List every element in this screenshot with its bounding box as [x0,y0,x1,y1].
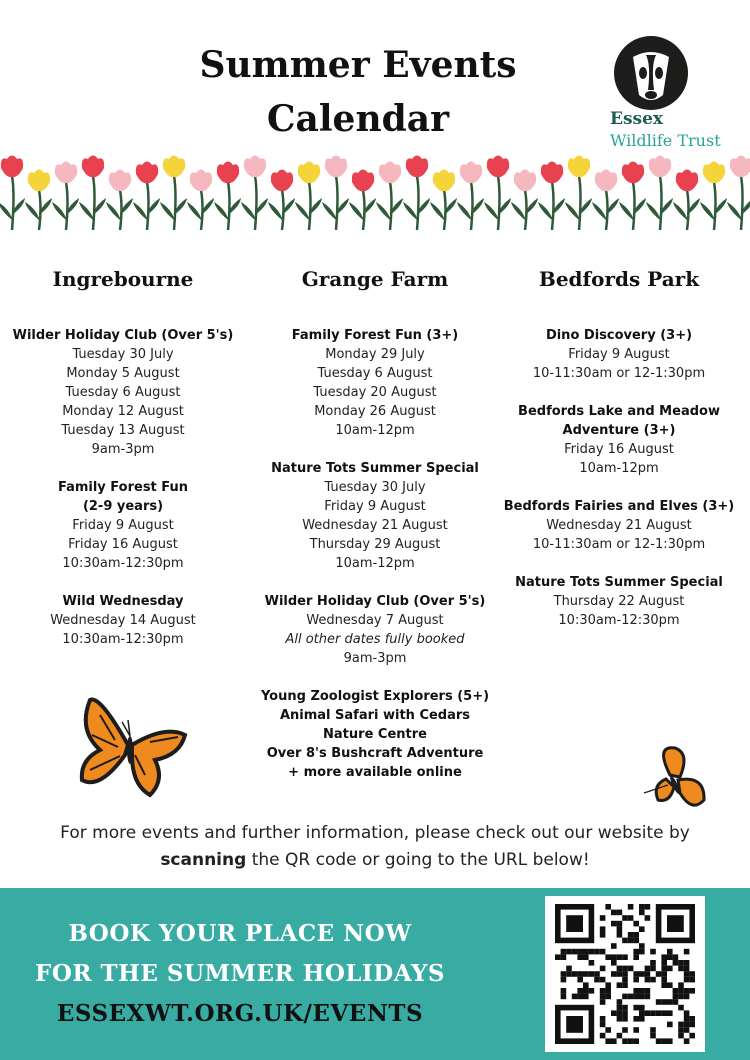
event-title: Adventure (3+) [562,423,676,438]
event-title: Nature Tots Summer Special [515,575,723,590]
event-block [500,573,738,630]
event-detail: 10am-12pm [335,423,415,438]
event-detail: 10:30am-12:30pm [558,613,680,628]
event-block [8,592,238,649]
event-detail: Friday 16 August [564,442,674,457]
title-line-1: Summer Events [199,44,517,86]
essex-wildlife-trust-logo[interactable] [608,35,738,155]
event-block [255,592,495,668]
butterfly-icon [70,690,190,800]
event-detail: Friday 9 August [568,347,670,362]
flower-border [0,150,750,230]
event-title: Wilder Holiday Club (Over 5's) [264,594,486,609]
event-detail: Tuesday 6 August [65,385,181,400]
event-title: Over 8's Bushcraft Adventure [266,746,484,761]
event-detail: Friday 9 August [72,518,174,533]
event-title: + more available online [288,765,462,780]
event-detail: Monday 29 July [325,347,425,362]
butterfly-icon [640,745,710,815]
event-title: Dino Discovery (3+) [545,328,693,343]
event-block [500,402,738,478]
event-block [8,478,238,573]
event-note: All other dates fully booked [285,632,465,647]
event-title: Wild Wednesday [62,594,184,609]
column-grange-farm [255,262,495,801]
page-title [150,38,566,146]
event-detail: Thursday 22 August [553,594,685,609]
event-title: Nature Tots Summer Special [271,461,479,476]
event-detail: Tuesday 13 August [61,423,185,438]
logo-name-essex: Essex [610,109,664,129]
event-title: Family Forest Fun (3+) [291,328,459,343]
event-detail: 10-11:30am or 12-1:30pm [532,366,706,381]
cta-line-2: FOR THE SUMMER HOLIDAYS [35,960,445,987]
column-ingrebourne [8,262,238,668]
event-detail: Wednesday 7 August [306,613,444,628]
info-line-1: For more events and further information, please check out our website by [60,823,690,843]
event-title: Bedfords Fairies and Elves (3+) [503,499,735,514]
event-detail: Friday 16 August [68,537,178,552]
column-bedfords-park [500,262,738,649]
event-title: Young Zoologist Explorers (5+) [260,689,490,704]
event-detail: 10:30am-12:30pm [62,556,184,571]
column-heading: Grange Farm [301,267,449,291]
event-detail: Wednesday 14 August [50,613,196,628]
event-detail: Monday 5 August [66,366,180,381]
event-block [255,326,495,440]
title-line-2: Calendar [266,98,450,140]
event-detail: Wednesday 21 August [302,518,448,533]
event-detail: 9am-3pm [91,442,155,457]
cta-line-1: BOOK YOUR PLACE NOW [68,920,412,947]
column-heading: Bedfords Park [538,267,700,291]
info-line-2 [25,847,725,874]
event-title: Wilder Holiday Club (Over 5's) [12,328,234,343]
event-title: (2-9 years) [82,499,164,514]
event-detail: Tuesday 20 August [313,385,437,400]
event-block [255,687,495,782]
events-url-link[interactable]: ESSEXWT.ORG.UK/EVENTS [56,1000,424,1027]
event-block [8,326,238,459]
column-heading: Ingrebourne [52,267,194,291]
event-title: Animal Safari with Cedars [279,708,471,723]
event-detail: 10am-12pm [579,461,659,476]
info-scanning: scanning [160,850,247,870]
event-block [500,326,738,383]
info-text [25,820,725,874]
logo-name-wildlife-trust: Wildlife Trust [610,131,721,150]
badger-icon [613,35,689,111]
event-detail: Thursday 29 August [309,537,441,552]
event-block [255,459,495,573]
event-detail: 10-11:30am or 12-1:30pm [532,537,706,552]
event-detail: Monday 26 August [314,404,436,419]
event-title: Nature Centre [323,727,427,742]
event-title: Bedfords Lake and Meadow [518,404,720,419]
event-block [500,497,738,554]
event-detail: Wednesday 21 August [546,518,692,533]
event-detail: Tuesday 6 August [317,366,433,381]
event-detail: 10am-12pm [335,556,415,571]
event-detail: Monday 12 August [62,404,184,419]
event-detail: 9am-3pm [343,651,407,666]
info-line-2-rest: the QR code or going to the URL below! [246,850,590,870]
event-title: Family Forest Fun [57,480,189,495]
event-detail: Tuesday 30 July [72,347,174,362]
event-detail: 10:30am-12:30pm [62,632,184,647]
qr-code[interactable] [545,896,705,1052]
event-detail: Friday 9 August [324,499,426,514]
event-detail: Tuesday 30 July [324,480,426,495]
